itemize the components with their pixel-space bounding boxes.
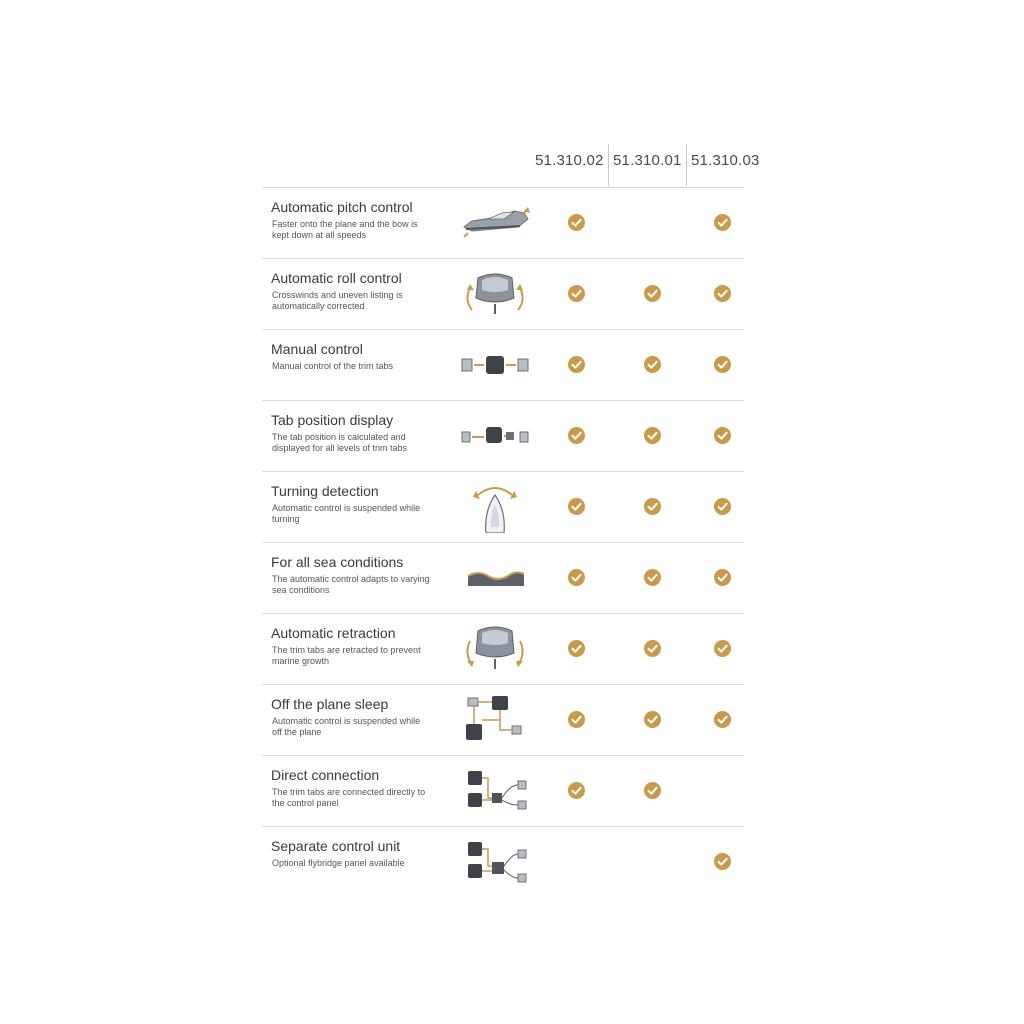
feature-description: The automatic control adapts to varying sea conditions: [272, 574, 430, 595]
sleep-wiring-icon: [458, 694, 532, 746]
check-icon: [714, 285, 731, 302]
model-header-1: 51.310.02: [535, 152, 604, 169]
table-row: [262, 685, 744, 756]
header-divider: [608, 144, 609, 186]
check-icon: [714, 640, 731, 657]
check-icon: [568, 214, 585, 231]
check-icon: [568, 711, 585, 728]
table-row: [262, 401, 744, 472]
comparison-table: [262, 140, 760, 897]
check-icon: [568, 356, 585, 373]
feature-description: Crosswinds and uneven listing is automatically corrected: [272, 290, 403, 311]
check-icon: [644, 498, 661, 515]
trim-tabs-icon: [458, 339, 532, 391]
feature-description: Manual control of the trim tabs: [272, 361, 394, 371]
table-header: [262, 140, 760, 187]
check-icon: [568, 427, 585, 444]
table-row: [262, 827, 744, 897]
feature-description: Faster onto the plane and the bow is kept down at all speeds: [272, 219, 418, 240]
model-header-2: 51.310.01: [613, 152, 682, 169]
feature-description: Automatic control is suspended while turning: [272, 503, 421, 524]
check-icon: [568, 782, 585, 799]
check-icon: [714, 853, 731, 870]
check-icon: [644, 569, 661, 586]
check-icon: [568, 285, 585, 302]
feature-title: For all sea conditions: [271, 554, 404, 570]
check-icon: [714, 711, 731, 728]
boat-side-icon: [458, 197, 532, 249]
feature-rows: [262, 187, 744, 897]
table-row: [262, 543, 744, 614]
check-icon: [714, 214, 731, 231]
table-row: [262, 259, 744, 330]
table-row: [262, 472, 744, 543]
check-icon: [644, 427, 661, 444]
feature-title: Direct connection: [271, 767, 380, 783]
check-icon: [644, 711, 661, 728]
boat-turning-icon: [458, 481, 532, 533]
feature-description: Optional flybridge panel available: [272, 858, 405, 868]
table-row: [262, 756, 744, 827]
check-icon: [644, 640, 661, 657]
feature-title: Manual control: [271, 341, 363, 357]
direct-connection-icon: [458, 765, 532, 817]
check-icon: [644, 356, 661, 373]
feature-title: Automatic retraction: [271, 625, 396, 641]
feature-title: Tab position display: [271, 412, 394, 428]
feature-description: The tab position is calculated and displayed for all levels of trim tabs: [272, 432, 408, 453]
feature-title: Automatic pitch control: [271, 199, 413, 215]
table-row: [262, 614, 744, 685]
check-icon: [714, 356, 731, 373]
feature-description: The trim tabs are retracted to prevent marine growth: [272, 645, 421, 666]
control-unit-icon: [458, 836, 532, 888]
check-icon: [568, 569, 585, 586]
feature-title: Separate control unit: [271, 838, 401, 854]
check-icon: [568, 498, 585, 515]
check-icon: [568, 640, 585, 657]
feature-title: Turning detection: [271, 483, 379, 499]
model-header-3: 51.310.03: [691, 152, 760, 169]
check-icon: [714, 498, 731, 515]
table-row: [262, 188, 744, 259]
feature-title: Off the plane sleep: [271, 696, 389, 712]
tab-display-icon: [458, 410, 532, 462]
header-divider: [686, 144, 687, 186]
check-icon: [714, 569, 731, 586]
wave-icon: [458, 552, 532, 604]
check-icon: [714, 427, 731, 444]
check-icon: [644, 285, 661, 302]
feature-description: The trim tabs are connected directly to the control panel: [272, 787, 426, 808]
table-row: [262, 330, 744, 401]
feature-description: Automatic control is suspended while off the plane: [272, 716, 421, 737]
feature-title: Automatic roll control: [271, 270, 402, 286]
check-icon: [644, 782, 661, 799]
boat-roll-icon: [458, 268, 532, 320]
boat-retraction-icon: [458, 623, 532, 675]
